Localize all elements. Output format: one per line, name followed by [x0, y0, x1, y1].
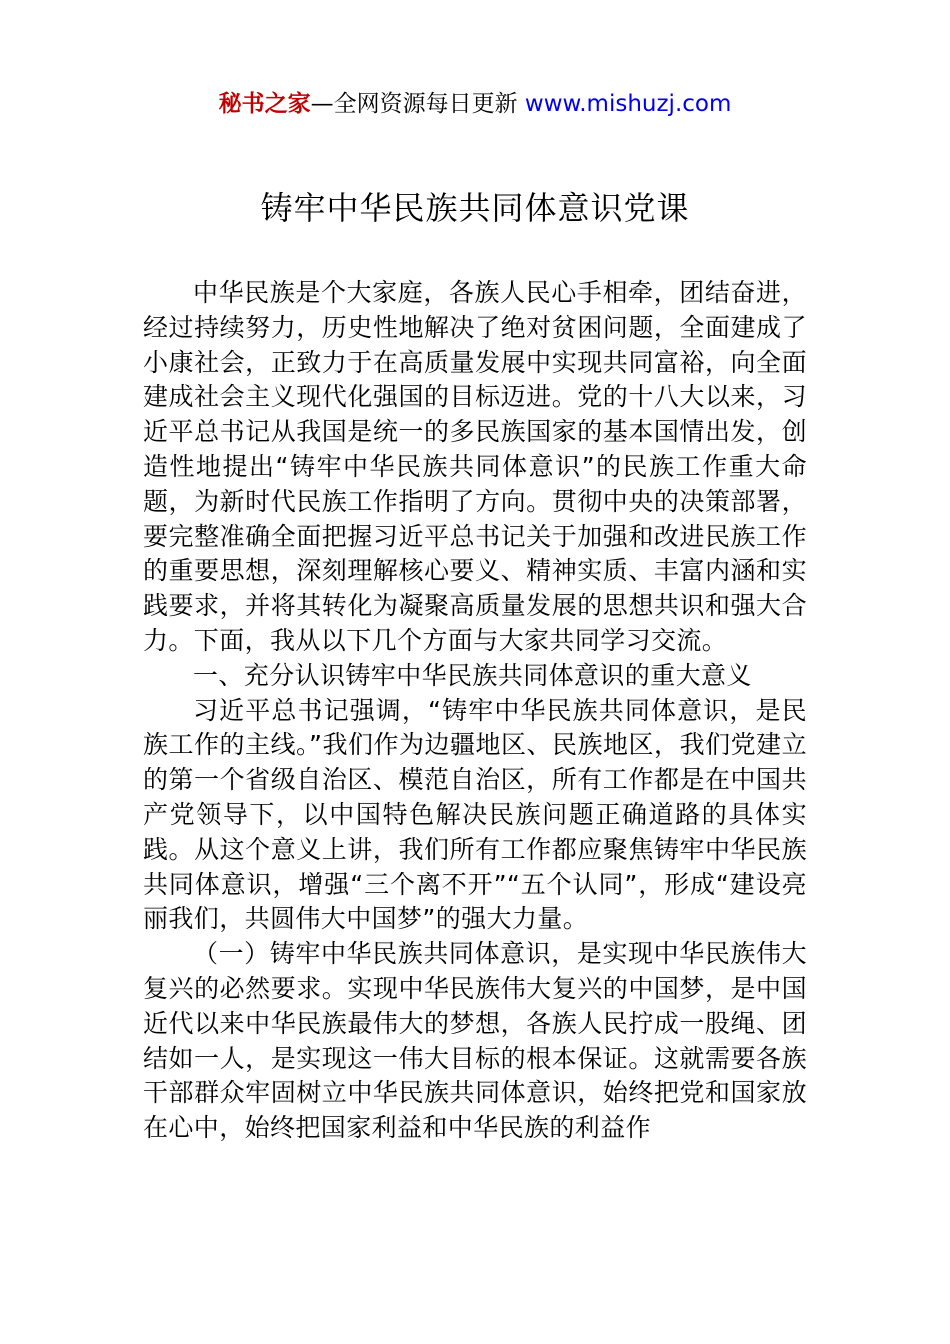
site-tagline: —全网资源每日更新 [310, 91, 525, 117]
paragraph-intro: 中华民族是个大家庭，各族人民心手相牵，团结奋进，经过持续努力，历史性地解决了绝对贫困问题，全面建成了小康社会，正致力于在高质量发展中实现共同富裕，向全面建成社会主义现代化强国的目标迈进。党的十八大以来，习近平总书记从我国是统一的多民族国家的基本国情出发，创造性地提出“铸牢中华民族共同体意识”的民族工作重大命题，为新时代民族工作指明了方向。贯彻中央的决策部署，要完整准确全面把握习近平总书记关于加强和改进民族工作的重要思想，深刻理解核心要义、精神实质、丰富内涵和实践要求，并将其转化为凝聚高质量发展的思想共识和强大合力。下面，我从以下几个方面与大家共同学习交流。 [143, 278, 807, 655]
paragraph-section-1: 习近平总书记强调，“铸牢中华民族共同体意识，是民族工作的主线。”我们作为边疆地区、民族地区，我们党建立的第一个省级自治区、模范自治区，所有工作都是在中国共产党领导下，以中国特色解决民族问题正确道路的具体实践。从这个意义上讲，我们所有工作都应聚焦铸牢中华民族共同体意识，增强“三个离不开”“五个认同”，形成“建设亮丽我们，共圆伟大中国梦”的强大力量。 [143, 695, 807, 934]
document-body [143, 276, 807, 1146]
site-brand: 秘书之家 [218, 91, 311, 117]
site-header [0, 86, 950, 122]
site-url-link[interactable]: www.mishuzj.com [524, 91, 732, 117]
section-heading-1: 一、充分认识铸牢中华民族共同体意识的重大意义 [193, 660, 752, 690]
document-title: 铸牢中华民族共同体意识党课 [260, 189, 690, 227]
paragraph-subsection-1: （一）铸牢中华民族共同体意识，是实现中华民族伟大复兴的必然要求。实现中华民族伟大复兴的中国梦，是中国近代以来中华民族最伟大的梦想，各族人民拧成一股绳、团结如一人，是实现这一伟大目标的根本保证。这就需要各族干部群众牢固树立中华民族共同体意识，始终把党和国家放在心中，始终把国家利益和中华民族的利益作 [143, 939, 807, 1143]
